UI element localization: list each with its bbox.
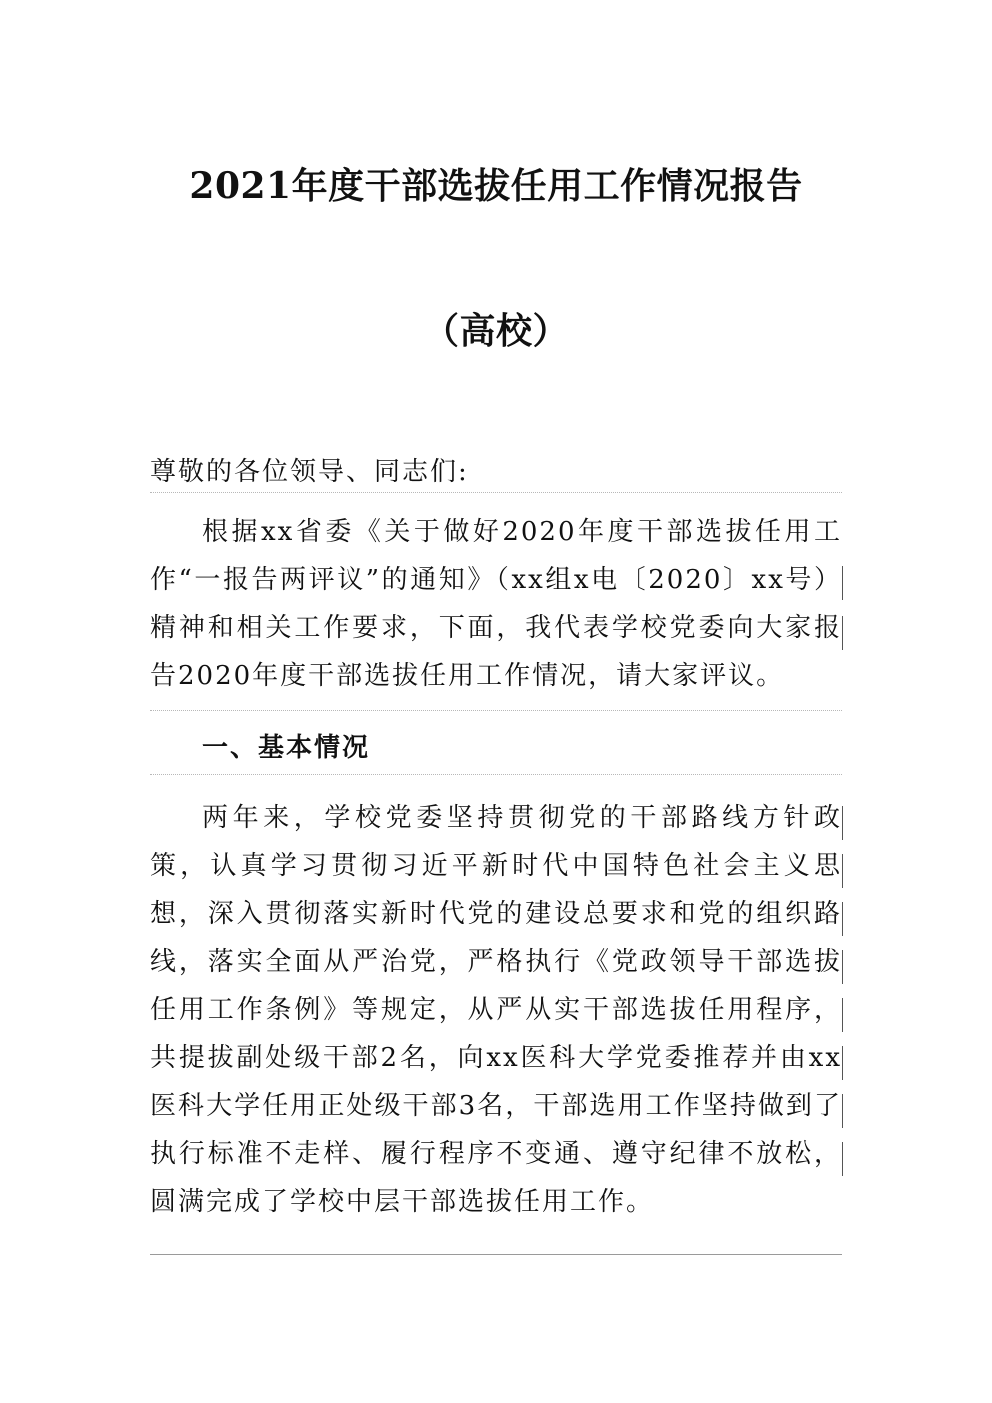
salutation bbox=[150, 448, 842, 496]
margin-bar bbox=[842, 566, 843, 600]
paragraph-divider bbox=[150, 492, 842, 493]
paragraph-divider bbox=[150, 774, 842, 775]
margin-bar bbox=[842, 998, 843, 1032]
section-paragraph bbox=[150, 794, 842, 1226]
margin-bar bbox=[842, 616, 843, 650]
margin-bar bbox=[842, 854, 843, 888]
margin-bar bbox=[842, 1142, 843, 1176]
paragraph-divider bbox=[150, 1254, 842, 1255]
section-paragraph-text: 两年来，学校党委坚持贯彻党的干部路线方针政策，认真学习贯彻习近平新时代中国特色社会主义思想，深入贯彻落实新时代党的建设总要求和党的组织路线，落实全面从严治党，严格执行《党政领导干部选拔任用工作条例》等规定，从严从实干部选拔任用程序，共提拔副处级干部2名，向xx医科大学党委推荐并由xx医科大学任用正处级干部3名，干部选用工作坚持做到了执行标准不走样、履行程序不变通、遵守纪律不放松，圆满完成了学校中层干部选拔任用工作。 bbox=[150, 803, 842, 1217]
margin-bar bbox=[842, 950, 843, 984]
margin-bar bbox=[842, 1094, 843, 1128]
margin-bar bbox=[842, 1046, 843, 1080]
document-subtitle: （高校） bbox=[422, 310, 569, 352]
document-title: 2021年度干部选拔任用工作情况报告 bbox=[189, 165, 803, 207]
section-heading bbox=[150, 724, 842, 772]
intro-paragraph bbox=[150, 508, 842, 700]
intro-paragraph-text: 根据xx省委《关于做好2020年度干部选拔任用工作“一报告两评议”的通知》（xx组x电〔2020〕xx号）精神和相关工作要求，下面，我代表学校党委向大家报告2020年度干部选拔任用工作情况，请大家评议。 bbox=[150, 517, 842, 691]
margin-bar bbox=[842, 806, 843, 840]
section-heading-text: 一、基本情况 bbox=[202, 733, 371, 763]
paragraph-divider bbox=[150, 710, 842, 711]
salutation-text: 尊敬的各位领导、同志们: bbox=[150, 457, 469, 487]
margin-bar bbox=[842, 902, 843, 936]
